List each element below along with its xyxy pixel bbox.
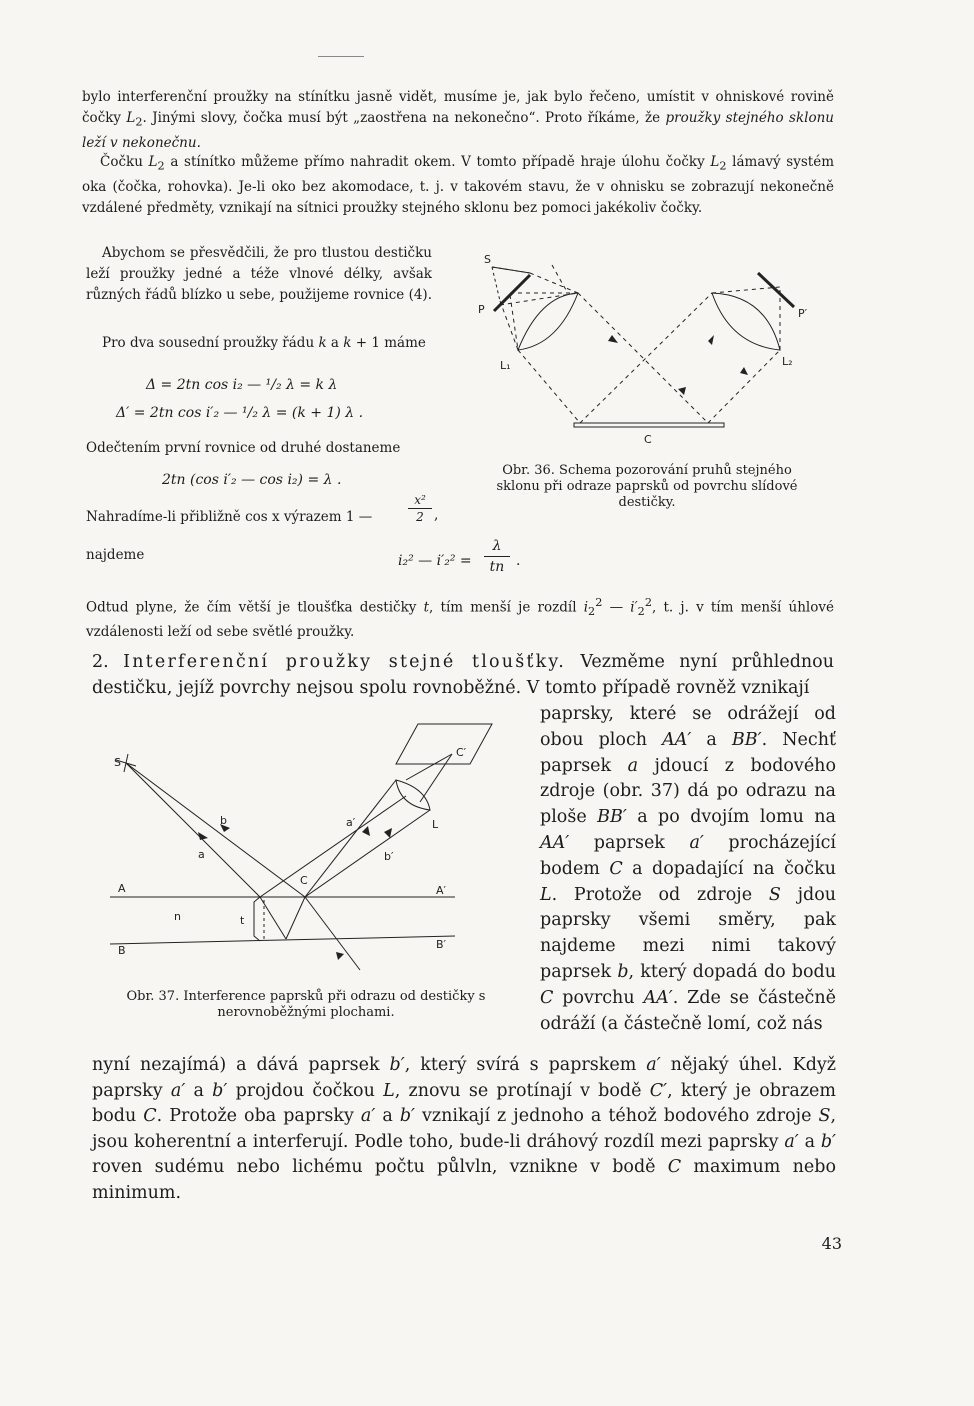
figure-36-diagram: [470, 245, 830, 445]
fig37-label-a-prime-plane: A′: [436, 884, 447, 897]
fig37-label-a-prime: a′: [346, 816, 356, 829]
fig37-label-b-prime-plane: B′: [436, 938, 447, 951]
equation-1: Δ = 2tn cos i₂ — ¹/₂ λ = k λ: [146, 377, 338, 393]
fig36-label-l2: L₂: [782, 355, 793, 368]
fig37-label-a-plane: A: [118, 882, 126, 895]
fig37-label-l: L: [432, 818, 439, 831]
paragraph-4: Pro dva sousední proužky řádu k a k + 1 máme: [102, 335, 426, 351]
fig36-label-l1: L₁: [500, 359, 511, 372]
top-rule: [318, 56, 364, 57]
fraction-denominator: 2: [416, 510, 424, 524]
paragraph-6: Nahradíme-li přibližně cos x výrazem 1 —: [86, 509, 373, 525]
fig37-label-b: b: [220, 814, 227, 827]
fig36-label-p-prime: P′: [798, 307, 808, 320]
section-2-end: nyní nezajímá) a dává paprsek b′, který svírá s paprskem a′ nějaký úhel. Když paprsky a′ a b′ projdou čočkou L, znovu se protínají v bodě C′, který je obrazem bodu C. Protože oba paprsky a′ a b′ vznikají z jednoho a téhož bodového zdroje S, jsou koherentní a interferují. Podle toho, bude-li dráhový rozdíl mezi paprsky a′ a b′ roven sudému nebo lichému počtu půlvln, vznikne v bodě C maximum nebo minimum.: [92, 1055, 837, 1203]
fig37-label-n: n: [174, 910, 181, 923]
equation-4-denominator: tn: [489, 559, 505, 575]
paragraph-1: bylo interferenční proužky na stínítku jasně vidět, musíme je, jak bylo řečeno, umístit v ohniskové rovině čočky $L_2$. Jinými slovy, čočka musí být „zaostřena na nekonečno“. Proto říkáme, že proužky stejného sklonu leží v nekonečnu.: [82, 89, 834, 151]
fig37-label-c-prime: C′: [456, 746, 467, 759]
equation-2: Δ′ = 2tn cos i′₂ — ¹/₂ λ = (k + 1) λ .: [116, 405, 364, 421]
fig36-label-s: S: [484, 253, 491, 266]
fig37-label-b-prime: b′: [384, 850, 394, 863]
equation-3: 2tn (cos i′₂ — cos i₂) = λ .: [162, 472, 342, 488]
fig37-label-a: a: [198, 848, 205, 861]
fraction-numerator: x²: [414, 493, 426, 507]
section-number: 2.: [92, 652, 109, 672]
fig37-label-t: t: [240, 914, 245, 927]
figure-36-caption: Obr. 36. Schema pozorování pruhů stejného sklonu při odraze paprsků od povrchu slídové destičky.: [496, 463, 798, 510]
paragraph-5: Odečtením první rovnice od druhé dostaneme: [86, 440, 401, 456]
equation-4-bar: [484, 556, 510, 557]
fig37-label-c: C: [300, 874, 308, 887]
fig36-label-c: C: [644, 433, 652, 445]
section-2-right-column: paprsky, které se odrážejí od obou ploch AA′ a BB′. Nechť paprsek a jdoucí z bodového zdroje (obr. 37) dá po odrazu na ploše BB′ a po dvojím lomu na AA′ paprsek a′ procházející bodem C a dopadající na čočku L. Protože od zdroje S jdou paprsky všemi směry, pak najdeme mezi nimi takový paprsek b, který dopadá do bodu C povrchu AA′. Zde se částečně odráží (a částečně lomí, což nás: [540, 704, 837, 1034]
paragraph-8: Odtud plyne, že čím větší je tloušťka destičky t, tím menší je rozdíl $i_2^2$ — $i'_2^2$, t. j. v tím menší úhlové vzdálenosti leží od sebe světlé proužky.: [86, 596, 834, 641]
section-title: Interferenční proužky stejné tloušťky.: [123, 652, 566, 672]
fraction-x2-over-2: [408, 493, 432, 524]
fraction-bar: [408, 508, 432, 509]
paragraph-7: najdeme: [86, 547, 145, 563]
comma: ,: [434, 507, 439, 523]
paragraph-2: Čočku $L_2$ a stínítko můžeme přímo nahradit okem. V tomto případě hraje úlohu čočky $L_2$ lámavý systém oka (čočka, rohovka). Je-li oko bez akomodace, t. j. v takovém stavu, že v ohnisku se zobrazují nekonečně vzdálené předměty, vznikají na sítnici proužky stejného sklonu bez pomoci jakékoliv čočky.: [82, 154, 834, 216]
paragraph-3: Abychom se přesvědčili, že pro tlustou destičku leží proužky jedné a téže vlnové délky, avšak různých řádů blízko u sebe, použijeme rovnice (4).: [86, 245, 432, 303]
figure-37-caption: Obr. 37. Interference paprsků při odrazu od destičky s nerovnoběžnými plochami.: [126, 989, 486, 1020]
section-2-intro: 2. Interferenční proužky stejné tloušťky. Vezměme nyní průhlednou destičku, jejíž povrchy nejsou spolu rovnoběžné. V tomto případě rovněž vznikají: [92, 652, 834, 698]
period: .: [516, 553, 521, 569]
equation-4-lhs: i₂² — i′₂² =: [398, 553, 472, 569]
page-number: 43: [821, 1234, 842, 1253]
equation-4-fraction: [484, 538, 510, 575]
equation-4-numerator: λ: [492, 538, 502, 554]
fig37-label-s: S: [114, 756, 121, 769]
figure-37-diagram: [100, 722, 500, 978]
fig37-label-b-plane: B: [118, 944, 126, 957]
fig36-label-p: P: [478, 303, 485, 316]
